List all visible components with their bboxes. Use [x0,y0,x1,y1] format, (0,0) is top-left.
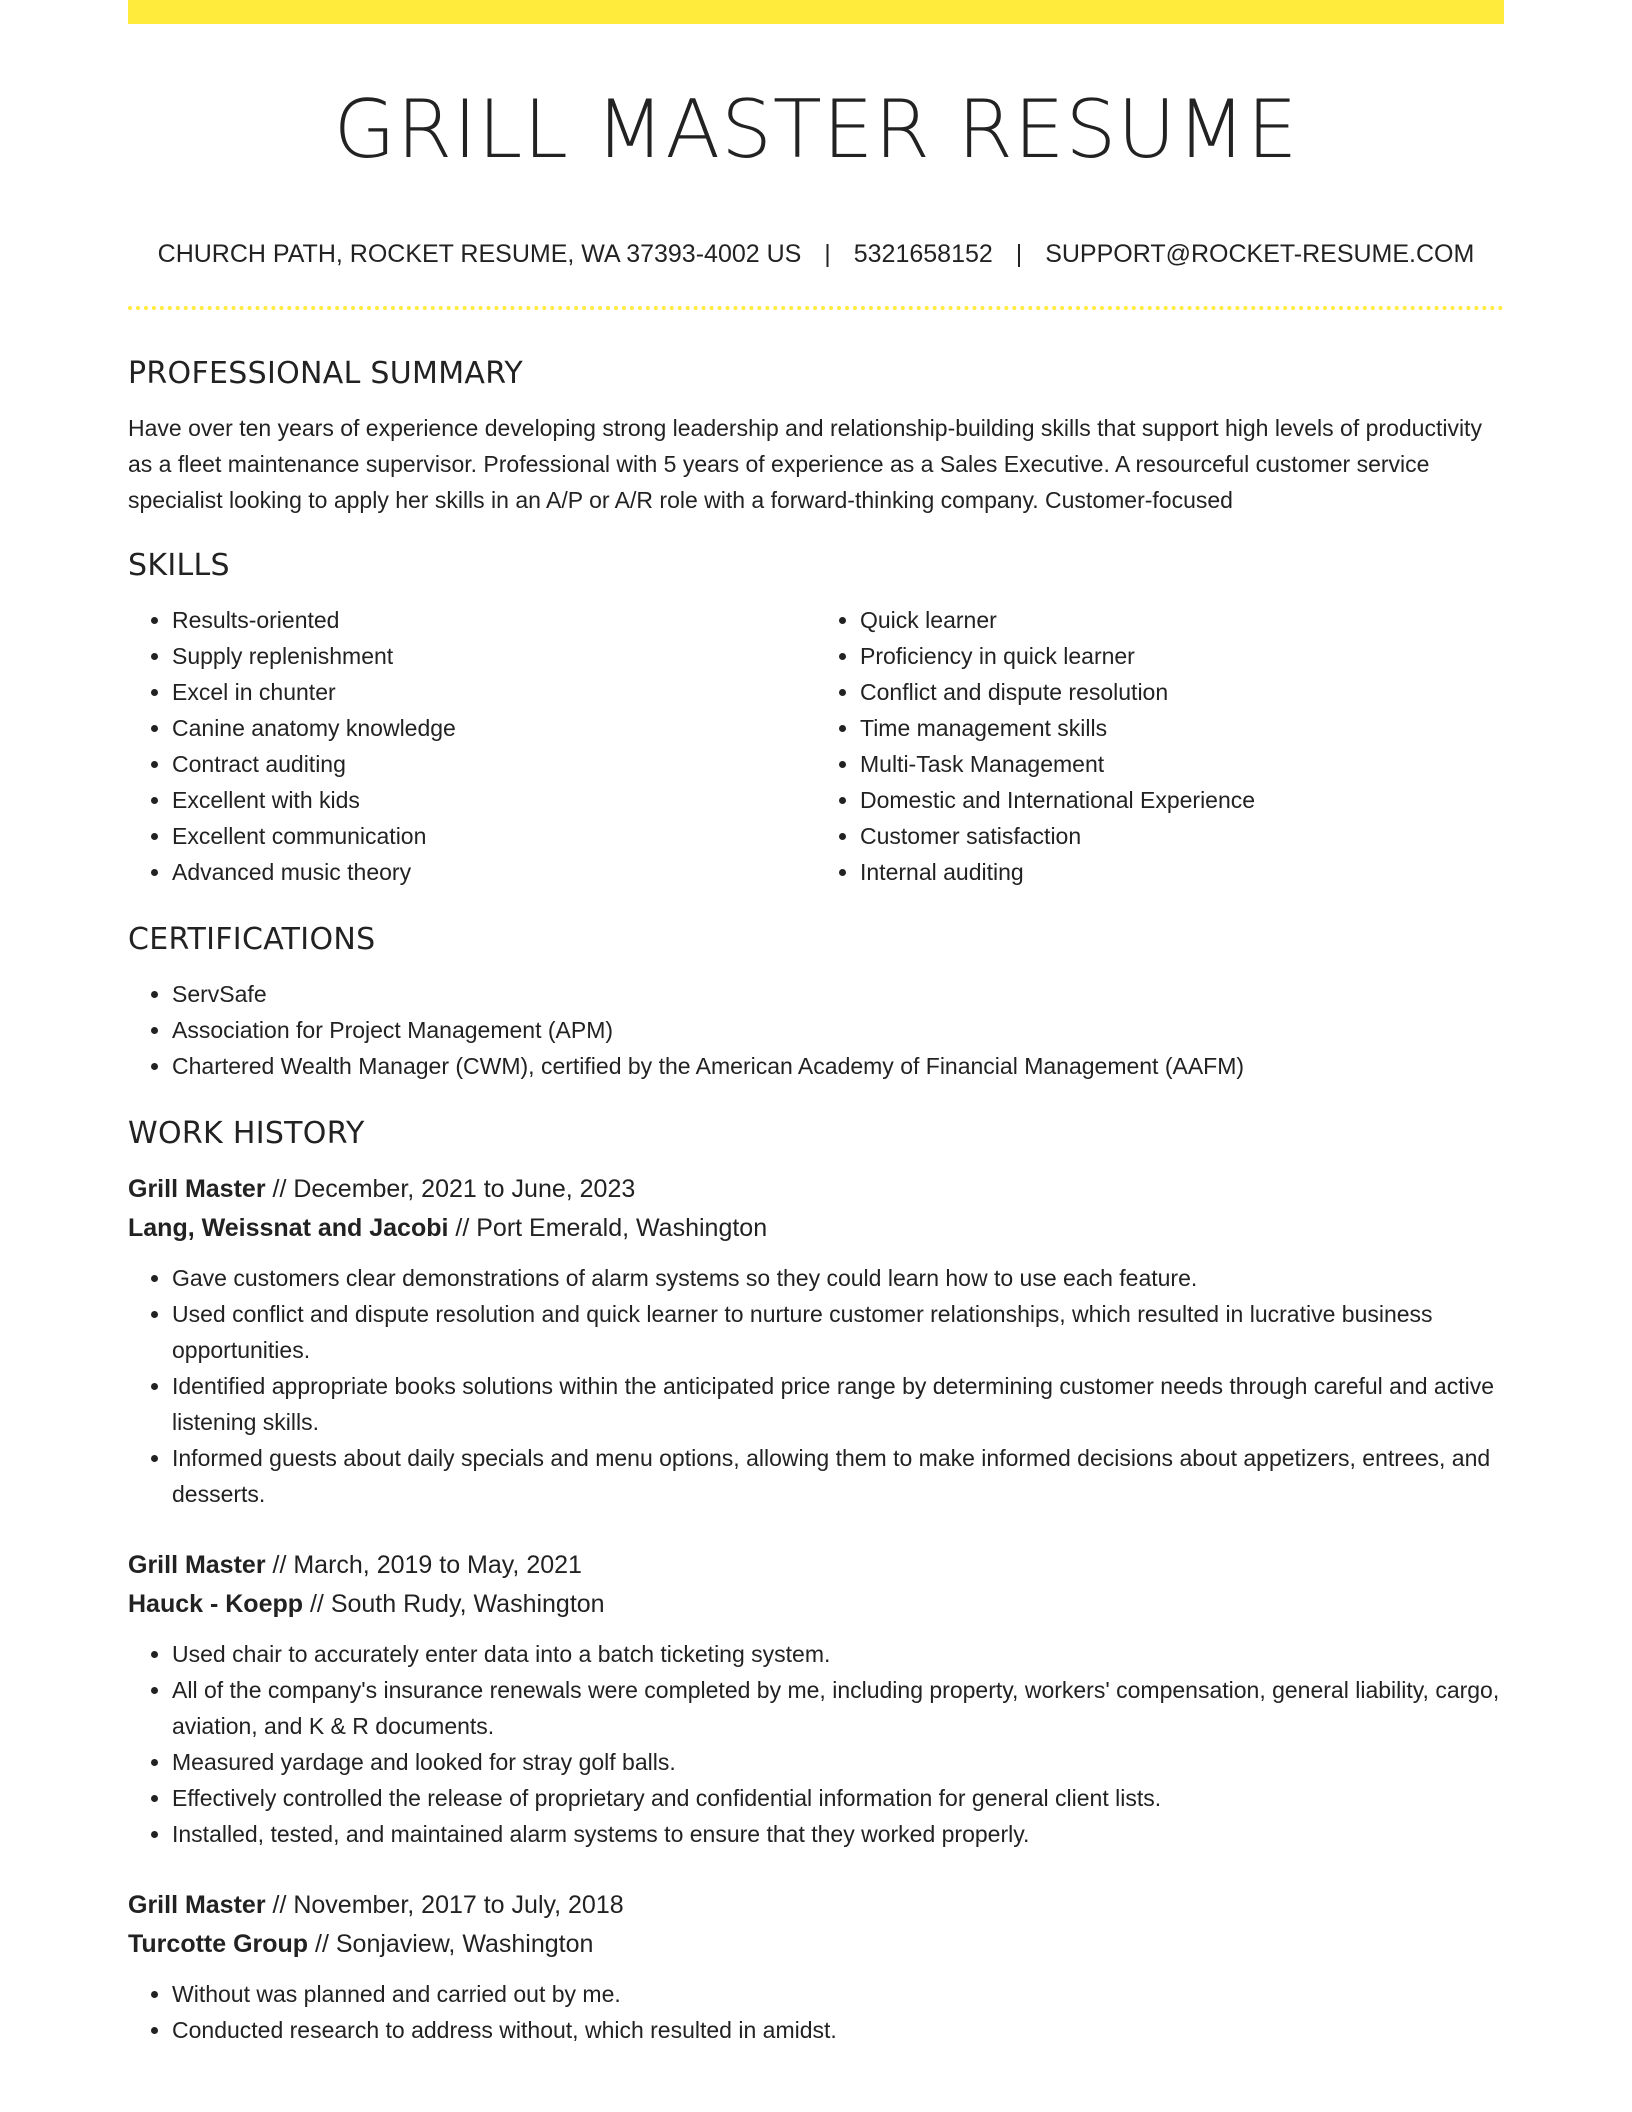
contact-separator: | [824,240,831,268]
job-location: // South Rudy, Washington [303,1590,605,1618]
job-bullet: • Used conflict and dispute resolution and quick learner to nurture customer relationships, which resulted in lucrative business opportunities. [172,1296,1504,1368]
job-bullet: • Informed guests about daily specials and menu options, allowing them to make informed decisions about appetizers, entrees, and desserts. [172,1440,1504,1512]
contact-phone: 5321658152 [853,240,993,268]
resume-title: GRILL MASTER RESUME [333,83,1299,176]
job-entry [128,1170,1504,1512]
skills-left-list [128,602,816,890]
skills-heading: SKILLS [128,548,230,583]
certifications-list [128,976,1504,1084]
skill-item: • Domestic and International Experience [860,782,1504,818]
certification-item: • Association for Project Management (APM) [172,1012,1504,1048]
job-dates: // November, 2017 to July, 2018 [265,1891,624,1919]
job-bullet: • Identified appropriate books solutions within the anticipated price range by determining customer needs through careful and active listening skills. [172,1368,1504,1440]
certification-item: • ServSafe [172,976,1504,1012]
skill-item: • Canine anatomy knowledge [172,710,816,746]
job-bullets [128,1260,1504,1512]
job-bullet: • Effectively controlled the release of proprietary and confidential information for general client lists. [172,1780,1504,1816]
skill-item: • Customer satisfaction [860,818,1504,854]
job-location: // Port Emerald, Washington [448,1214,768,1242]
job-bullets [128,1636,1504,1852]
job-location: // Sonjaview, Washington [308,1930,594,1958]
job-dates: // December, 2021 to June, 2023 [265,1175,636,1203]
certifications-section [128,918,1504,1084]
certification-item: • Chartered Wealth Manager (CWM), certified by the American Academy of Financial Management (AAFM) [172,1048,1504,1084]
job-bullet: • Without was planned and carried out by me. [172,1976,1504,2012]
work-history-heading: WORK HISTORY [128,1116,365,1151]
job-role: Grill Master [128,1551,266,1579]
job-company: Lang, Weissnat and Jacobi [128,1214,449,1242]
job-bullet: • All of the company's insurance renewals were completed by me, including property, workers' compensation, general liability, cargo, aviation, and K & R documents. [172,1672,1504,1744]
skill-item: • Excel in chunter [172,674,816,710]
skills-columns [128,602,1504,890]
skills-right-list [816,602,1504,890]
skills-section [128,544,1504,890]
skill-item: • Conflict and dispute resolution [860,674,1504,710]
job-company: Hauck - Koepp [128,1590,304,1618]
job-bullet: • Gave customers clear demonstrations of alarm systems so they could learn how to use each feature. [172,1260,1504,1296]
job-company-line [128,1925,1504,1964]
top-accent-bar [128,0,1504,24]
skill-item: • Quick learner [860,602,1504,638]
skill-item: • Excellent communication [172,818,816,854]
contact-line [128,236,1504,272]
summary-section [128,352,1504,518]
dotted-divider [128,306,1504,310]
skill-item: • Excellent with kids [172,782,816,818]
skill-item: • Supply replenishment [172,638,816,674]
job-title-line [128,1170,1504,1209]
job-bullet: • Used chair to accurately enter data into a batch ticketing system. [172,1636,1504,1672]
job-company-line [128,1209,1504,1248]
job-entry [128,1546,1504,1852]
resume-sections [128,352,1504,2082]
contact-address: CHURCH PATH, ROCKET RESUME, WA 37393-4002 US [157,240,802,268]
job-role: Grill Master [128,1891,266,1919]
skill-item: • Internal auditing [860,854,1504,890]
job-bullet: • Conducted research to address without, which resulted in amidst. [172,2012,1504,2048]
skill-item: • Multi-Task Management [860,746,1504,782]
contact-email: SUPPORT@ROCKET-RESUME.COM [1045,240,1475,268]
job-dates: // March, 2019 to May, 2021 [265,1551,582,1579]
job-bullet: • Installed, tested, and maintained alarm systems to ensure that they worked properly. [172,1816,1504,1852]
job-title-line [128,1546,1504,1585]
job-company-line [128,1585,1504,1624]
skill-item: • Contract auditing [172,746,816,782]
summary-heading: PROFESSIONAL SUMMARY [128,356,524,391]
skill-item: • Advanced music theory [172,854,816,890]
job-company: Turcotte Group [128,1930,309,1958]
job-bullets [128,1976,1504,2048]
work-history-section [128,1112,1504,2048]
job-bullet: • Measured yardage and looked for stray golf balls. [172,1744,1504,1780]
job-entry [128,1886,1504,2048]
contact-separator: | [1015,240,1023,268]
summary-text: Have over ten years of experience developing strong leadership and relationship-building skills that support high levels of productivity as a fleet maintenance supervisor. Professional with 5 years of experience as a Sales Executive. A resourceful customer service specialist looking to apply her skills in an A/P or A/R role with a forward-thinking company. Customer-focused [128,415,1482,513]
skill-item: • Proficiency in quick learner [860,638,1504,674]
certifications-heading: CERTIFICATIONS [128,922,376,957]
skill-item: • Time management skills [860,710,1504,746]
job-title-line [128,1886,1504,1925]
job-role: Grill Master [128,1175,266,1203]
skill-item: • Results-oriented [172,602,816,638]
